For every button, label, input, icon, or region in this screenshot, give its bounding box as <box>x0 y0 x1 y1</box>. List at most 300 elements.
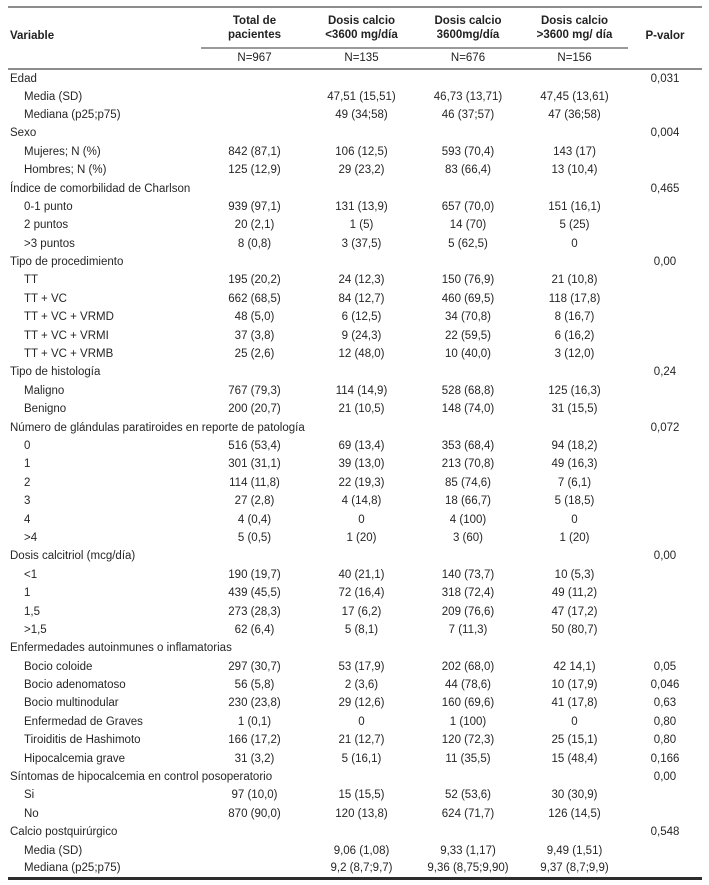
value-cell-lt3600: 53 (17,9) <box>338 660 385 673</box>
value-cell-total <box>201 860 308 878</box>
row-label: TT + VC + VRMD <box>24 311 114 324</box>
value-cell-gt3600: 5 (18,5) <box>554 495 595 508</box>
value-cell-3600: 14 (70) <box>449 219 487 232</box>
value-cell-gt3600 <box>521 179 628 197</box>
pvalue-cell: 0,072 <box>650 421 680 434</box>
value-cell-3600 <box>415 124 521 142</box>
table-row <box>8 179 702 197</box>
value-cell-gt3600: 10 (5,3) <box>554 568 595 581</box>
n-cell-empty-variable <box>8 48 201 69</box>
value-cell-total: 166 (17,2) <box>228 734 281 747</box>
column-header-dosis-gt3600 <box>521 7 628 48</box>
value-cell-total: 56 (5,8) <box>234 679 275 692</box>
row-label: Enfermedades autoinmunes o inflamatorias <box>10 642 232 655</box>
pvalue-cell <box>628 860 702 878</box>
table-row <box>8 455 702 473</box>
value-cell-3600: 1 (100) <box>449 715 487 728</box>
pvalue-cell <box>628 786 702 804</box>
value-cell-total: 662 (68,5) <box>228 292 281 305</box>
pvalue-cell <box>628 805 702 823</box>
table-row <box>8 418 702 436</box>
table-row <box>8 786 702 804</box>
value-cell-gt3600: 126 (14,5) <box>548 807 601 820</box>
value-cell-lt3600: 17 (6,2) <box>341 605 382 618</box>
row-label: Edad <box>10 72 37 85</box>
value-cell-lt3600: 0 <box>358 715 365 728</box>
pvalue-cell <box>628 235 702 253</box>
table-row <box>8 602 702 620</box>
value-cell-lt3600: 0 <box>358 513 365 526</box>
pvalue-cell: 0,63 <box>653 697 677 710</box>
value-cell-gt3600: 0 <box>571 715 578 728</box>
value-cell-total <box>201 841 308 859</box>
column-header-dosis-lt3600 <box>308 7 415 48</box>
row-label: 0 <box>24 440 31 452</box>
value-cell-total: 62 (6,4) <box>234 623 275 636</box>
value-cell-lt3600 <box>308 418 415 436</box>
value-cell-total: 195 (20,2) <box>228 274 281 287</box>
value-cell-total <box>201 69 308 87</box>
row-label: 1 <box>24 587 31 600</box>
table-row <box>8 658 702 676</box>
header-n-row <box>8 48 702 69</box>
value-cell-gt3600 <box>521 823 628 841</box>
value-cell-total: 200 (20,7) <box>228 403 281 416</box>
value-cell-lt3600: 12 (48,0) <box>338 348 385 361</box>
value-cell-gt3600: 47 (17,2) <box>551 605 598 618</box>
n-cell-empty-pvalue <box>628 48 702 69</box>
value-cell-total <box>201 106 308 124</box>
value-cell-total: 31 (3,2) <box>234 752 275 765</box>
value-cell-3600: 85 (74,6) <box>444 476 492 489</box>
table-row <box>8 547 702 565</box>
n-cell-gt3600: N=156 <box>521 48 628 69</box>
row-label: Media (SD) <box>24 90 83 103</box>
value-cell-lt3600 <box>308 547 415 565</box>
n-cell-total: N=967 <box>201 48 308 69</box>
value-cell-total: 37 (3,8) <box>234 329 275 342</box>
value-cell-gt3600: 3 (12,0) <box>554 348 595 361</box>
table-row <box>8 363 702 381</box>
table-row <box>8 382 702 400</box>
pvalue-cell: 0,465 <box>650 182 680 195</box>
value-cell-gt3600: 9,37 (8,7;9,9) <box>540 862 609 875</box>
row-label: Bocio multinodular <box>24 697 119 710</box>
pvalue-cell <box>628 382 702 400</box>
value-cell-total: 516 (53,4) <box>228 440 281 452</box>
value-cell-total: 20 (2,1) <box>234 219 275 232</box>
table-row <box>8 731 702 749</box>
value-cell-gt3600: 13 (10,4) <box>551 164 598 177</box>
pvalue-cell <box>628 106 702 124</box>
value-cell-lt3600: 1 (5) <box>349 219 374 232</box>
value-cell-3600 <box>415 768 521 786</box>
value-cell-gt3600 <box>521 253 628 271</box>
value-cell-3600: 46,73 (13,71) <box>433 90 503 103</box>
pvalue-cell <box>628 474 702 492</box>
pvalue-cell: 0,80 <box>653 715 677 728</box>
table-row <box>8 805 702 823</box>
table-row <box>8 529 702 547</box>
table-row <box>8 474 702 492</box>
pvalue-column-header: P-valor <box>645 30 685 42</box>
pvalue-cell <box>628 198 702 216</box>
row-label: No <box>24 807 39 820</box>
pvalue-cell <box>628 400 702 418</box>
value-cell-lt3600 <box>308 253 415 271</box>
value-cell-3600: 44 (78,6) <box>444 679 492 692</box>
row-label: >1,5 <box>24 623 47 636</box>
value-cell-3600: 528 (68,8) <box>441 384 495 397</box>
table-row <box>8 124 702 142</box>
value-cell-lt3600: 24 (12,3) <box>338 274 385 287</box>
pvalue-cell <box>628 566 702 584</box>
row-label: TT + VC + VRMB <box>24 348 114 361</box>
value-cell-3600: 657 (70,0) <box>441 200 495 213</box>
value-cell-gt3600: 151 (16,1) <box>548 200 601 213</box>
value-cell-lt3600: 39 (13,0) <box>338 458 385 471</box>
column-header-line2: >3600 mg/ día <box>536 29 613 41</box>
value-cell-gt3600: 50 (80,7) <box>551 623 598 636</box>
value-cell-gt3600 <box>521 124 628 142</box>
table-row <box>8 823 702 841</box>
pvalue-cell: 0,046 <box>650 679 680 692</box>
row-label: Media (SD) <box>24 844 83 857</box>
value-cell-3600 <box>415 69 521 87</box>
value-cell-gt3600: 6 (16,2) <box>554 329 595 342</box>
value-cell-gt3600: 49 (11,2) <box>551 587 598 600</box>
row-label: Hipocalcemia grave <box>24 752 125 765</box>
pvalue-cell: 0,548 <box>650 826 680 839</box>
value-cell-lt3600: 114 (14,9) <box>335 384 388 397</box>
value-cell-3600: 353 (68,4) <box>441 440 495 452</box>
row-label: 2 puntos <box>24 219 69 232</box>
row-label: Número de glándulas paratiroides en reporte de patología <box>10 421 305 434</box>
value-cell-total: 870 (90,0) <box>228 807 281 820</box>
column-header-line1: Dosis calcio <box>327 15 396 27</box>
pvalue-cell <box>628 510 702 528</box>
table-row <box>8 841 702 859</box>
value-cell-lt3600: 3 (37,5) <box>341 237 382 250</box>
value-cell-lt3600 <box>308 823 415 841</box>
pvalue-cell <box>628 345 702 363</box>
table-row <box>8 69 702 87</box>
value-cell-lt3600: 72 (16,4) <box>338 587 385 600</box>
value-cell-lt3600: 120 (13,8) <box>335 807 388 820</box>
value-cell-3600: 150 (76,9) <box>441 274 495 287</box>
table-row <box>8 308 702 326</box>
row-label: Sexo <box>10 127 37 140</box>
value-cell-gt3600: 94 (18,2) <box>551 440 598 452</box>
row-label: >4 <box>24 531 38 544</box>
value-cell-3600: 18 (66,7) <box>444 495 492 508</box>
row-label: Bocio adenomatoso <box>24 679 126 692</box>
table-row <box>8 621 702 639</box>
pvalue-cell <box>628 216 702 234</box>
value-cell-gt3600: 30 (30,9) <box>551 789 598 802</box>
value-cell-lt3600: 5 (8,1) <box>344 623 379 636</box>
value-cell-gt3600: 15 (48,4) <box>551 752 598 765</box>
value-cell-gt3600 <box>521 639 628 657</box>
value-cell-3600: 83 (66,4) <box>444 164 492 177</box>
column-header-line2: pacientes <box>227 29 282 41</box>
value-cell-total: 5 (0,5) <box>237 531 272 544</box>
table-row <box>8 400 702 418</box>
value-cell-lt3600: 29 (23,2) <box>338 164 385 177</box>
table-row <box>8 713 702 731</box>
value-cell-gt3600: 143 (17) <box>553 145 596 158</box>
pvalue-cell <box>628 639 702 657</box>
value-cell-total <box>201 253 308 271</box>
value-cell-3600 <box>415 823 521 841</box>
table-row <box>8 694 702 712</box>
value-cell-lt3600: 49 (34;58) <box>335 108 388 121</box>
value-cell-gt3600: 5 (25) <box>559 219 590 232</box>
value-cell-3600: 209 (76,6) <box>441 605 495 618</box>
pvalue-cell <box>628 455 702 473</box>
value-cell-3600 <box>415 639 521 657</box>
value-cell-3600: 202 (68,0) <box>441 660 495 673</box>
value-cell-total: 1 (0,1) <box>237 715 272 728</box>
pvalue-cell: 0,05 <box>653 660 677 673</box>
pvalue-cell <box>628 584 702 602</box>
table-body <box>8 69 702 878</box>
value-cell-lt3600 <box>308 179 415 197</box>
value-cell-total: 297 (30,7) <box>228 660 281 673</box>
row-label: TT <box>24 274 39 287</box>
value-cell-gt3600: 1 (20) <box>559 531 590 544</box>
pvalue-cell: 0,00 <box>653 550 677 563</box>
value-cell-3600 <box>415 418 521 436</box>
value-cell-3600: 213 (70,8) <box>441 458 495 471</box>
value-cell-gt3600 <box>521 418 628 436</box>
row-label: Calcio postquirúrgico <box>10 826 118 839</box>
pvalue-cell <box>628 621 702 639</box>
pvalue-cell <box>628 308 702 326</box>
value-cell-3600: 52 (53,6) <box>444 789 492 802</box>
value-cell-lt3600 <box>308 363 415 381</box>
table-row <box>8 161 702 179</box>
pvalue-cell <box>628 87 702 105</box>
pvalue-cell: 0,004 <box>650 127 680 140</box>
value-cell-3600: 593 (70,4) <box>441 145 495 158</box>
pvalue-cell: 0,00 <box>653 256 677 269</box>
row-label: Mujeres; N (%) <box>24 145 101 158</box>
value-cell-total <box>201 547 308 565</box>
pvalue-cell: 0,166 <box>650 752 680 765</box>
value-cell-3600: 318 (72,4) <box>441 587 495 600</box>
value-cell-total: 125 (12,9) <box>228 164 281 177</box>
value-cell-3600 <box>415 253 521 271</box>
pvalue-cell: 0,80 <box>653 734 677 747</box>
value-cell-3600 <box>415 547 521 565</box>
table-row <box>8 492 702 510</box>
value-cell-gt3600: 7 (6,1) <box>557 476 592 489</box>
value-cell-total: 114 (11,8) <box>229 476 280 489</box>
table-row <box>8 198 702 216</box>
value-cell-3600: 4 (100) <box>449 513 487 526</box>
pvalue-cell <box>628 437 702 455</box>
row-label: Maligno <box>24 384 65 397</box>
value-cell-total: 767 (79,3) <box>228 384 281 397</box>
value-cell-3600: 624 (71,7) <box>441 807 495 820</box>
row-label: Si <box>24 789 35 802</box>
value-cell-total: 842 (87,1) <box>228 145 281 158</box>
value-cell-gt3600: 9,49 (1,51) <box>546 844 603 857</box>
value-cell-3600: 5 (62,5) <box>448 237 488 250</box>
row-label: Tipo de procedimiento <box>10 256 124 269</box>
table-row <box>8 584 702 602</box>
pvalue-cell <box>628 290 702 308</box>
row-label: Benigno <box>24 403 67 416</box>
value-cell-lt3600: 106 (12,5) <box>335 145 388 158</box>
value-cell-lt3600: 9 (24,3) <box>341 329 382 342</box>
pvalue-cell <box>628 529 702 547</box>
pvalue-cell <box>628 492 702 510</box>
table-row <box>8 437 702 455</box>
value-cell-gt3600: 0 <box>571 513 578 526</box>
pvalue-cell: 0,00 <box>653 771 677 784</box>
value-cell-total: 4 (0,4) <box>237 513 272 526</box>
table-row <box>8 216 702 234</box>
value-cell-total <box>201 87 308 105</box>
value-cell-lt3600 <box>308 124 415 142</box>
value-cell-lt3600: 29 (12,6) <box>338 697 385 710</box>
value-cell-gt3600: 8 (16,7) <box>554 311 595 324</box>
row-label: Mediana (p25;p75) <box>24 108 121 121</box>
value-cell-gt3600: 42 14,1) <box>553 660 596 673</box>
table-row <box>8 510 702 528</box>
table-row <box>8 253 702 271</box>
pvalue-cell <box>628 841 702 859</box>
value-cell-lt3600: 5 (16,1) <box>341 752 382 765</box>
value-cell-total: 439 (45,5) <box>228 587 281 600</box>
value-cell-gt3600 <box>521 547 628 565</box>
table-row <box>8 676 702 694</box>
value-cell-gt3600: 10 (17,9) <box>551 679 598 692</box>
value-cell-lt3600: 21 (10,5) <box>338 403 385 416</box>
table-row <box>8 143 702 161</box>
table-row <box>8 860 702 878</box>
row-label: Mediana (p25;p75) <box>24 862 121 875</box>
row-label: 0-1 punto <box>24 200 73 213</box>
row-label: <1 <box>24 568 38 581</box>
pvalue-cell: 0,24 <box>653 366 677 379</box>
table-header <box>8 7 702 69</box>
value-cell-lt3600 <box>308 768 415 786</box>
pvalue-cell <box>628 161 702 179</box>
table-row <box>8 768 702 786</box>
value-cell-total <box>201 823 308 841</box>
value-cell-lt3600: 9,06 (1,08) <box>333 844 390 857</box>
value-cell-gt3600: 47 (36;58) <box>548 108 601 121</box>
row-label: 3 <box>24 495 31 508</box>
value-cell-3600 <box>415 179 521 197</box>
value-cell-total: 27 (2,8) <box>234 495 275 508</box>
value-cell-gt3600 <box>521 69 628 87</box>
row-label: Tipo de histología <box>10 366 101 379</box>
row-label: TT + VC <box>24 292 67 305</box>
value-cell-gt3600: 49 (16,3) <box>551 458 598 471</box>
row-label: 4 <box>24 513 31 526</box>
column-header-line2: 3600mg/día <box>436 29 500 41</box>
value-cell-3600: 34 (70,8) <box>444 311 492 324</box>
table-row <box>8 87 702 105</box>
value-cell-gt3600 <box>521 363 628 381</box>
value-cell-3600 <box>415 363 521 381</box>
value-cell-lt3600: 47,51 (15,51) <box>327 90 396 103</box>
value-cell-total: 8 (0,8) <box>237 237 272 250</box>
value-cell-3600: 46 (37;57) <box>441 108 495 121</box>
value-cell-3600: 160 (69,6) <box>441 697 495 710</box>
column-header-line2: <3600 mg/día <box>325 29 398 41</box>
row-label: Enfermedad de Graves <box>24 715 143 728</box>
column-header-dosis-3600 <box>415 7 521 48</box>
value-cell-total: 273 (28,3) <box>228 605 281 618</box>
value-cell-gt3600: 31 (15,5) <box>551 403 598 416</box>
value-cell-total <box>201 179 308 197</box>
table-row <box>8 235 702 253</box>
value-cell-gt3600: 47,45 (13,61) <box>540 90 609 103</box>
table-row <box>8 566 702 584</box>
column-header-total-pacientes <box>201 7 308 48</box>
column-header-line1: Dosis calcio <box>540 15 609 27</box>
value-cell-gt3600: 0 <box>571 237 578 250</box>
value-cell-total <box>201 363 308 381</box>
value-cell-lt3600: 15 (15,5) <box>338 789 385 802</box>
value-cell-lt3600: 131 (13,9) <box>335 200 388 213</box>
table-row <box>8 271 702 289</box>
value-cell-lt3600 <box>308 639 415 657</box>
column-header-line1: Dosis calcio <box>434 15 502 27</box>
value-cell-3600: 7 (11,3) <box>448 623 488 636</box>
value-cell-lt3600: 21 (12,7) <box>338 734 385 747</box>
value-cell-3600: 460 (69,5) <box>441 292 495 305</box>
value-cell-gt3600: 21 (10,8) <box>551 274 598 287</box>
value-cell-lt3600: 40 (21,1) <box>338 568 385 581</box>
pvalue-cell <box>628 271 702 289</box>
value-cell-lt3600 <box>308 69 415 87</box>
column-header-line1: Total de <box>232 15 277 27</box>
value-cell-gt3600: 118 (17,8) <box>548 292 601 305</box>
pvalue-cell <box>628 326 702 344</box>
value-cell-lt3600: 84 (12,7) <box>338 292 385 305</box>
variable-column-header: Variable <box>10 30 55 42</box>
row-label: Hombres; N (%) <box>24 164 107 177</box>
table-row <box>8 326 702 344</box>
pvalue-cell <box>628 602 702 620</box>
pvalue-cell: 0,031 <box>650 72 680 85</box>
row-label: 1 <box>24 458 31 471</box>
value-cell-total: 48 (5,0) <box>234 311 275 324</box>
table-row <box>8 639 702 657</box>
row-label: Índice de comorbilidad de Charlson <box>10 182 191 195</box>
table-row <box>8 290 702 308</box>
baseline-characteristics-table <box>8 6 702 880</box>
row-label: Dosis calcitriol (mcg/día) <box>10 550 136 563</box>
value-cell-gt3600 <box>521 768 628 786</box>
value-cell-3600: 9,33 (1,17) <box>440 844 496 857</box>
value-cell-3600: 120 (72,3) <box>441 734 495 747</box>
value-cell-lt3600: 4 (14,8) <box>341 495 382 508</box>
n-cell-lt3600: N=135 <box>308 48 415 69</box>
value-cell-total: 97 (10,0) <box>231 789 278 802</box>
value-cell-lt3600: 9,2 (8,7;9,7) <box>330 862 393 875</box>
table-row <box>8 749 702 767</box>
row-label: 1,5 <box>24 605 40 618</box>
value-cell-total: 939 (97,1) <box>228 200 281 213</box>
row-label: TT + VC + VRMI <box>24 329 109 342</box>
